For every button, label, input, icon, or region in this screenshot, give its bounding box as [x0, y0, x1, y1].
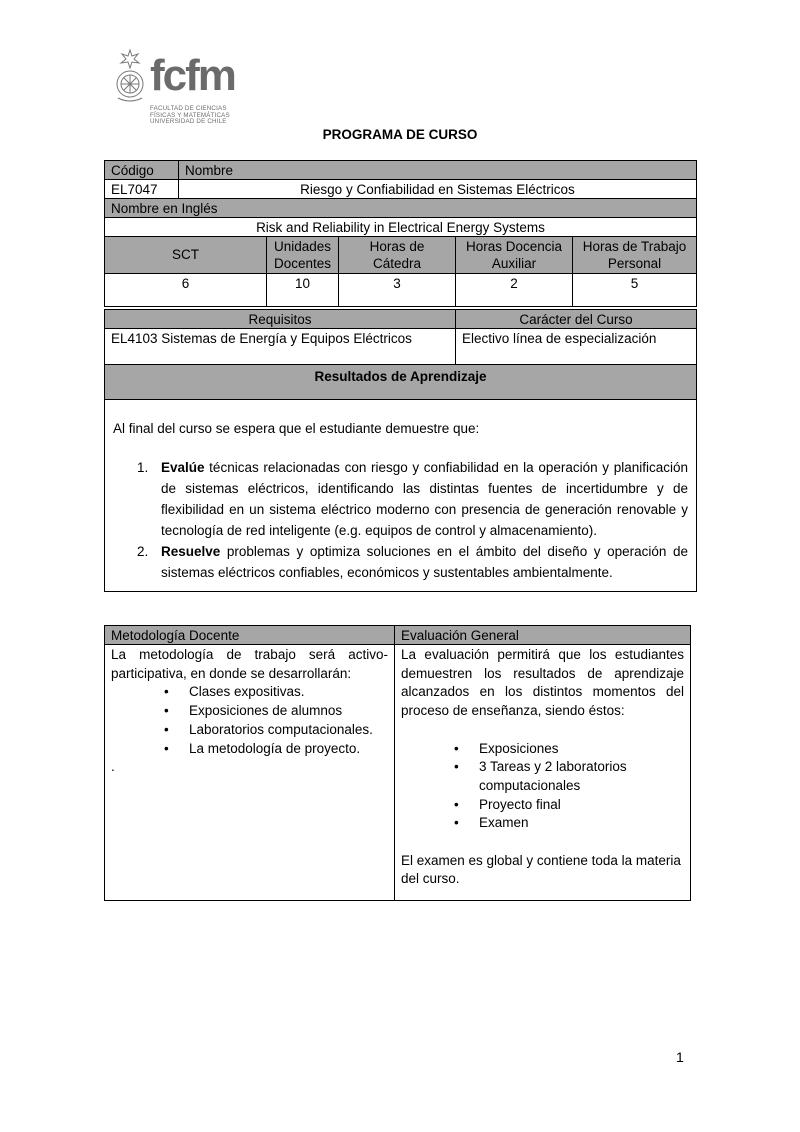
page-number: 1 [676, 1049, 684, 1065]
code-header: Código [104, 160, 179, 180]
methodology-intro: La metodología de trabajo será activo-participativa, en donde se desarrollarán: [111, 647, 388, 681]
methodology-list [111, 683, 388, 758]
teaching-units-value: 10 [266, 273, 339, 307]
logo-subtitle: FACULTAD DE CIENCIAS FÍSICAS Y MATEMÁTICAS UNIVERSIDAD DE CHILE [150, 105, 230, 125]
learning-outcomes-list [113, 457, 688, 583]
auxiliary-hours-value: 2 [455, 273, 573, 307]
personal-work-hours-value: 5 [572, 273, 697, 307]
learning-outcome-item: 1. Evalúe técnicas relacionadas con riesgo y confiabilidad en la operación y planificación de sistemas eléctricos, identificando las distintas fuentes de incertidumbre y de flexibilidad en un sistema eléctrico moderno con presencia de generación renovable y tecnología de red inteligente (e.g. equipos de control y almacenamiento). [137, 460, 688, 538]
personal-work-hours-header: Horas de Trabajo Personal [572, 236, 697, 274]
list-item: • Laboratorios computacionales. [164, 721, 373, 737]
english-name: Risk and Reliability in Electrical Energy Systems [104, 217, 697, 237]
methodology-body [104, 644, 395, 901]
learning-outcomes-header: Resultados de Aprendizaje [104, 364, 697, 400]
list-item: • Exposiciones [454, 740, 559, 756]
learning-outcome-item: 2. Resuelve problemas y optimiza soluciones en el ámbito del diseño y operación de sistemas eléctricos confiables, económicos y sustentables ambientalmente. [137, 544, 688, 580]
evaluation-intro: La evaluación permitirá que los estudiantes demuestren los resultados de aprendizaje alcanzados en los distintos momentos del proceso de enseñanza, siendo éstos: [401, 647, 684, 719]
learning-outcomes-body [104, 399, 697, 592]
lecture-hours-value: 3 [338, 273, 456, 307]
list-item: • 3 Tareas y 2 laboratorios computacionales [454, 759, 627, 793]
methodology-evaluation-table [104, 625, 691, 901]
list-item: • Clases expositivas. [164, 684, 305, 700]
sct-value: 6 [104, 273, 267, 307]
fcfm-logo [112, 46, 242, 130]
logo-wordmark: fcfm [150, 51, 235, 100]
course-code: EL7047 [104, 179, 179, 199]
character-value: Electivo línea de especialización [455, 328, 697, 365]
methodology-trailing: . [111, 759, 115, 775]
teaching-units-header: Unidades Docentes [266, 236, 339, 274]
english-name-header: Nombre en Inglés [104, 198, 697, 218]
lecture-hours-header: Horas de Cátedra [338, 236, 456, 274]
course-info-table [104, 160, 697, 592]
auxiliary-hours-header: Horas Docencia Auxiliar [455, 236, 573, 274]
list-item: • La metodología de proyecto. [164, 740, 361, 756]
list-item: • Proyecto final [454, 796, 561, 812]
evaluation-list [401, 740, 684, 834]
requisites-header: Requisitos [104, 309, 456, 329]
list-item: • Examen [454, 815, 529, 831]
page-title: PROGRAMA DE CURSO [322, 127, 478, 142]
requisites-value: EL4103 Sistemas de Energía y Equipos Eléctricos [104, 328, 456, 365]
evaluation-closing: El examen es global y contiene toda la materia del curso. [401, 852, 681, 887]
name-header: Nombre [178, 160, 697, 180]
course-name: Riesgo y Confiabilidad en Sistemas Eléctricos [178, 179, 697, 199]
list-item: • Exposiciones de alumnos [164, 703, 343, 719]
evaluation-body [394, 644, 691, 901]
character-header: Carácter del Curso [455, 309, 697, 329]
university-seal-icon [112, 48, 148, 106]
evaluation-header: Evaluación General [394, 625, 691, 645]
sct-header: SCT [104, 236, 267, 274]
learning-intro: Al final del curso se espera que el estudiante demuestre que: [113, 421, 480, 436]
methodology-header: Metodología Docente [104, 625, 395, 645]
